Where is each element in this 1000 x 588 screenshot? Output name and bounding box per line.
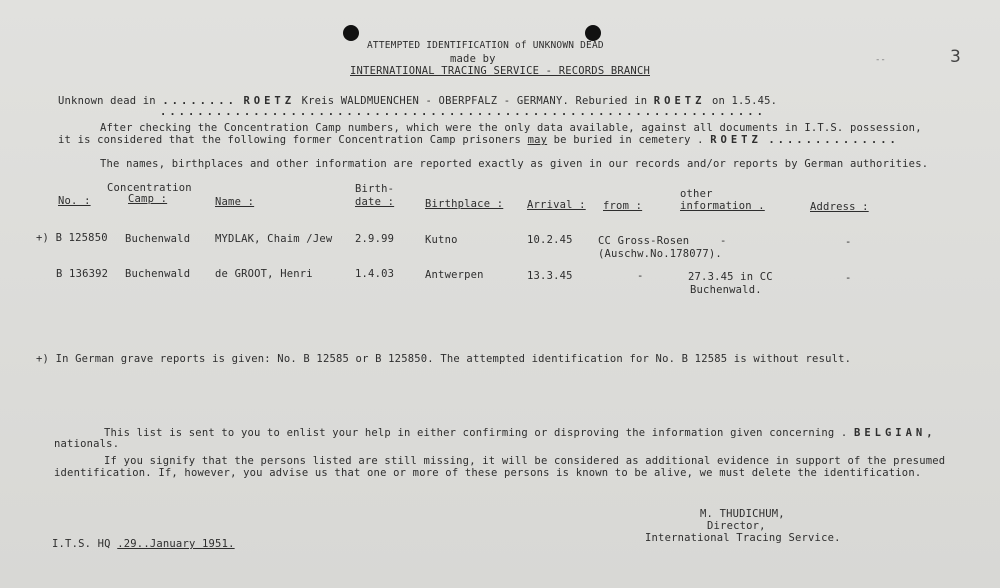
th-birthplace: Birthplace : [425, 198, 504, 210]
row-1-from: CC Gross-Rosen [598, 235, 690, 247]
closing-line-4: identification. If, however, you advise us that one or more of these persons is known to be alive, we must delete the identification. [54, 467, 922, 479]
signatory-name: M. THUDICHUM, [700, 508, 785, 520]
row-2-birthplace: Antwerpen [425, 269, 484, 281]
row-1-birthplace: Kutno [425, 234, 458, 246]
punch-hole-left [343, 25, 359, 41]
punch-hole-right [585, 25, 601, 41]
row-2-name: de GROOT, Henri [215, 268, 313, 280]
margin-mark: -- [875, 55, 886, 65]
th-no: No. : [58, 195, 91, 207]
may-word: may [527, 134, 548, 146]
th-camp-line-2: Camp : [128, 193, 168, 205]
signatory-organization: International Tracing Service. [645, 532, 841, 544]
closing-line-2: nationals. [54, 438, 120, 450]
row-1-arrival: 10.2.45 [527, 234, 573, 246]
document-date: .29..January 1951. [117, 538, 235, 550]
closing-text: This list is sent to you to enlist your help in either confirming or disproving the information given concerning . [104, 427, 848, 439]
footnote: +) In German grave reports is given: No. B 12585 or B 125850. The attempted identification for No. B 12585 is without result. [36, 353, 852, 365]
nationality: BELGIAN, [854, 427, 937, 439]
row-2-from: - [637, 270, 644, 282]
closing-line-3: If you signify that the persons listed are still missing, it will be considered as additional evidence in support of the presumed [104, 455, 946, 467]
closing-line-1 [104, 427, 937, 439]
paragraph-1-line-1: After checking the Concentration Camp numbers, which were the only data available, against all documents in I.T.S. possession, [100, 122, 922, 134]
paragraph-1-line-2 [58, 134, 899, 146]
th-camp-line-1: Concentration [107, 182, 192, 194]
row-2-other-note: Buchenwald. [690, 284, 762, 296]
th-name: Name : [215, 196, 255, 208]
leader-dots-line: ................................................................. [160, 106, 766, 118]
signatory-title: Director, [707, 520, 766, 532]
reburied-date: on 1.5.45. [711, 95, 778, 107]
place-name: ROETZ [243, 95, 296, 107]
row-2-number: B 136392 [56, 268, 109, 280]
unknown-dead-label: Unknown dead in [58, 95, 156, 107]
th-birthdate-line-2: date : [355, 196, 395, 208]
header-title: ATTEMPTED IDENTIFICATION of UNKNOWN DEAD [367, 40, 604, 51]
th-other-line-2: information . [680, 200, 765, 212]
reburied-place: ROETZ [653, 95, 706, 107]
th-birthdate-line-1: Birth- [355, 183, 395, 195]
row-1-name: MYDLAK, Chaim /Jew [215, 233, 333, 245]
row-1-from-note: (Auschw.No.178077). [598, 248, 722, 260]
paragraph-1-text-end: be buried in cemetery . [547, 134, 704, 146]
origin: I.T.S. HQ [52, 538, 111, 550]
page-number: 3 [950, 47, 961, 67]
leader-dots: ........ [162, 95, 237, 107]
paragraph-2: The names, birthplaces and other information are reported exactly as given in our records and/or reports by German authorities. [100, 158, 929, 170]
row-2-arrival: 13.3.45 [527, 270, 573, 282]
row-2-birthdate: 1.4.03 [355, 268, 395, 280]
place-detail: Kreis WALDMUENCHEN - OBERPFALZ - GERMANY. Reburied in [301, 95, 648, 107]
th-arrival: Arrival : [527, 199, 586, 211]
header-made-by: made by [450, 53, 496, 65]
row-2-other: 27.3.45 in CC [688, 271, 773, 283]
row-2-address: - [845, 272, 852, 284]
th-from: from : [603, 200, 643, 212]
row-1-other: - [720, 235, 727, 247]
leader-dots-end: .............. [768, 134, 899, 146]
date-line [52, 538, 235, 550]
row-1-address: - [845, 236, 852, 248]
row-1-number: +) B 125850 [36, 232, 108, 244]
paragraph-1-text: it is considered that the following former Concentration Camp prisoners [58, 134, 528, 146]
header-organization: INTERNATIONAL TRACING SERVICE - RECORDS BRANCH [350, 65, 650, 77]
th-address: Address : [810, 201, 869, 213]
row-2-camp: Buchenwald [125, 268, 191, 280]
cemetery-place: ROETZ [710, 134, 762, 146]
th-other-line-1: other [680, 188, 713, 200]
row-1-birthdate: 2.9.99 [355, 233, 395, 245]
row-1-camp: Buchenwald [125, 233, 191, 245]
